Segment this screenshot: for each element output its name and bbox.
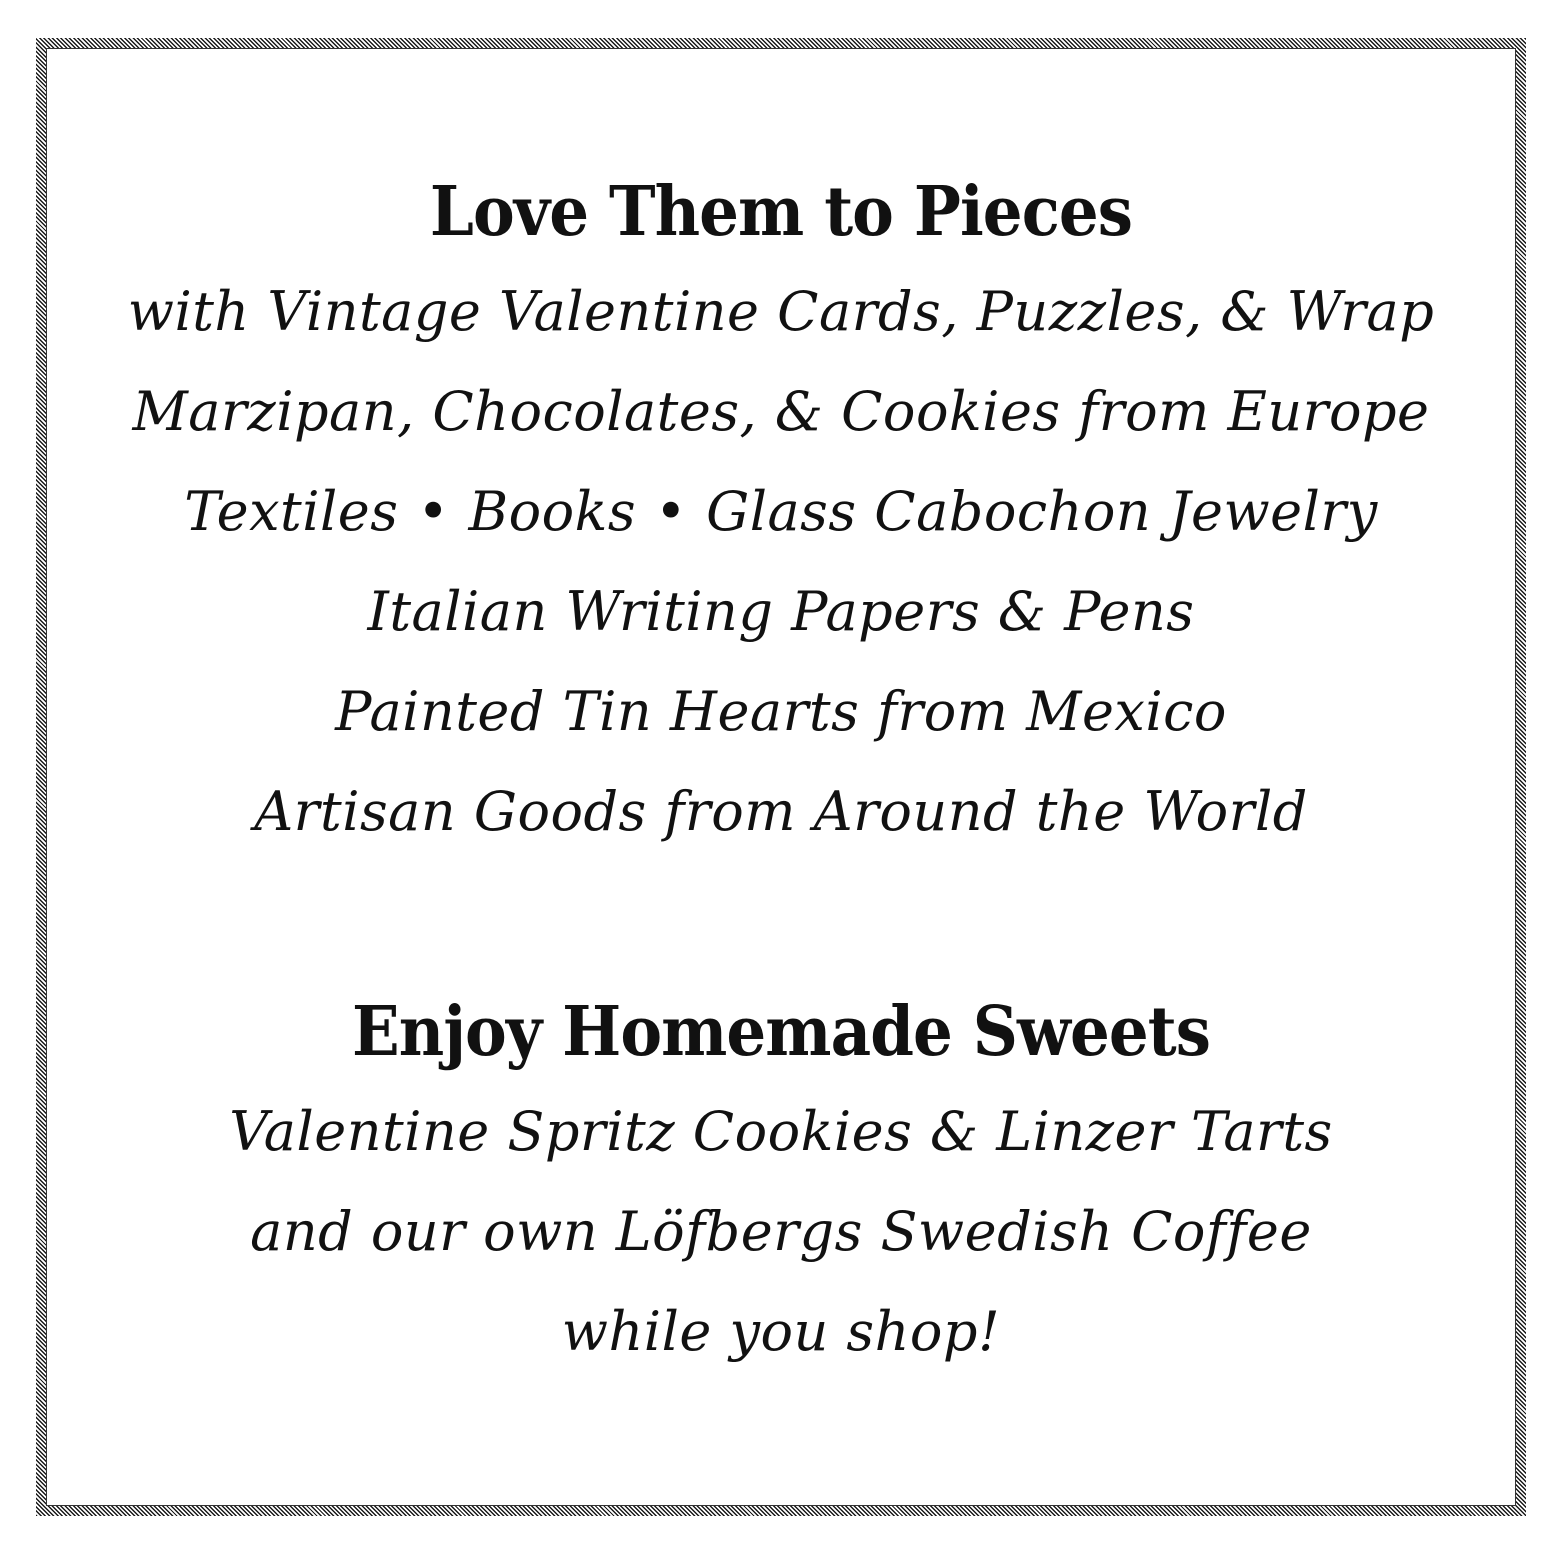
line-textiles-books-jewelry — [36, 462, 1526, 562]
line-italian-papers: Italian Writing Papers & Pens — [367, 580, 1195, 643]
line-swedish-coffee: and our own Löfbergs Swedish Coffee — [250, 1200, 1312, 1263]
flyer-content — [36, 38, 1526, 1382]
heading-love-them-to-pieces: Love Them to Pieces — [429, 172, 1133, 252]
bullet-separator: • — [654, 480, 688, 543]
item-books: Books — [468, 480, 637, 543]
line-while-you-shop: while you shop! — [561, 1300, 1001, 1363]
line-marzipan: Marzipan, Chocolates, & Cookies from Europe — [132, 380, 1430, 443]
item-textiles: Textiles — [184, 480, 399, 543]
heading-enjoy-homemade-sweets: Enjoy Homemade Sweets — [352, 992, 1210, 1072]
bullet-separator: • — [417, 480, 450, 543]
line-vintage-cards: with Vintage Valentine Cards, Puzzles, & Wrap — [127, 280, 1435, 343]
line-spritz-cookies: Valentine Spritz Cookies & Linzer Tarts — [229, 1100, 1333, 1163]
line-artisan-goods: Artisan Goods from Around the World — [254, 780, 1308, 843]
line-tin-hearts: Painted Tin Hearts from Mexico — [335, 680, 1227, 743]
item-glass-cabochon-jewelry: Glass Cabochon Jewelry — [706, 480, 1378, 543]
